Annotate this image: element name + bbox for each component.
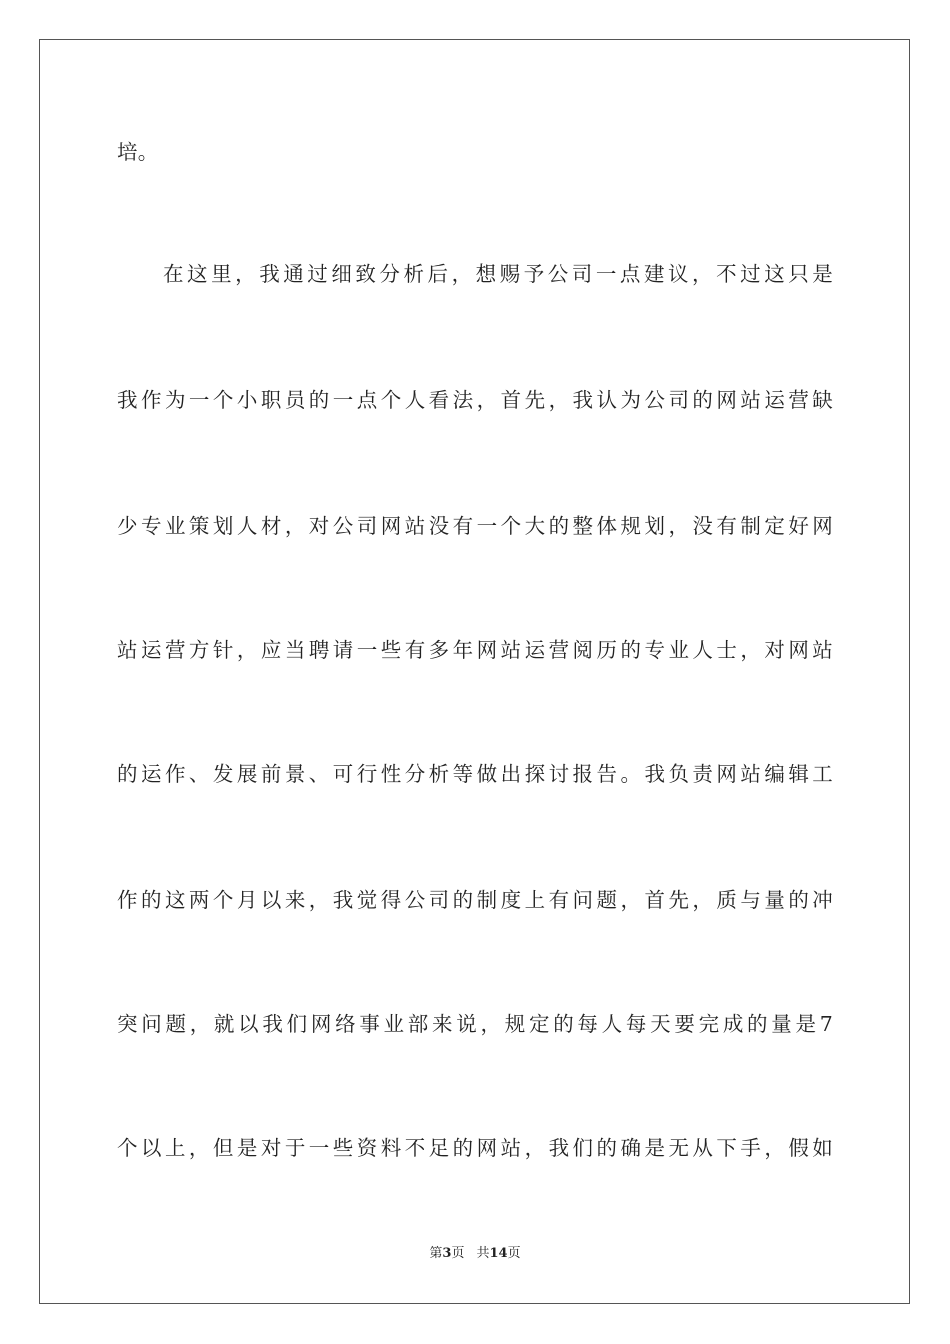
text-line: 我作为一个小职员的一点个人看法，首先，我认为公司的网站运营缺 (117, 388, 833, 412)
text-line: 作的这两个月以来，我觉得公司的制度上有问题，首先，质与量的冲 (117, 888, 833, 912)
page-prefix: 第 (429, 1246, 443, 1261)
page-footer (0, 1245, 950, 1263)
text-line: 突问题，就以我们网络事业部来说，规定的每人每天要完成的量是7 (117, 1012, 833, 1036)
page-suffix: 页 (451, 1246, 465, 1261)
text-line: 培。 (117, 140, 159, 164)
text-line: 在这里，我通过细致分析后，想赐予公司一点建议，不过这只是 (163, 262, 833, 286)
page-border (39, 39, 910, 1304)
total-suffix: 页 (507, 1246, 521, 1261)
text-line: 个以上，但是对于一些资料不足的网站，我们的确是无从下手，假如 (117, 1136, 833, 1160)
total-page-number: 14 (489, 1246, 508, 1261)
current-page-number: 3 (442, 1246, 452, 1261)
text-line: 少专业策划人材，对公司网站没有一个大的整体规划，没有制定好网 (117, 514, 833, 538)
text-line: 站运营方针，应当聘请一些有多年网站运营阅历的专业人士，对网站 (117, 638, 833, 662)
text-line: 的运作、发展前景、可行性分析等做出探讨报告。我负责网站编辑工 (117, 762, 833, 786)
total-prefix: 共 (476, 1246, 490, 1261)
